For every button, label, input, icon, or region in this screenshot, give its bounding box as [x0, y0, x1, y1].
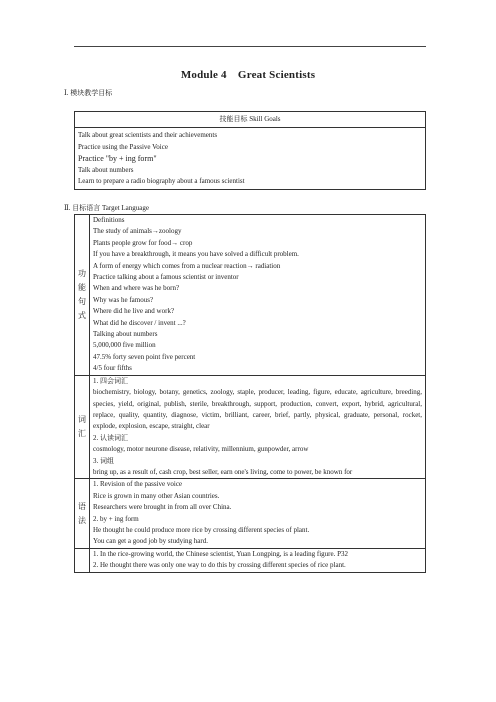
grammar-line: Rice is grown in many other Asian countries.	[93, 491, 220, 500]
goal-item: Practice using the Passive Voice	[78, 142, 168, 151]
functions-label: 功 能 句 式	[75, 215, 90, 376]
function-line: What did he discover / invent ...?	[93, 318, 186, 327]
page-title: Module 4 Great Scientists	[180, 69, 316, 81]
grammar-cell	[90, 479, 426, 548]
function-line: 5,000,000 five million	[93, 341, 156, 350]
vocabulary-label: 词 汇	[75, 375, 90, 479]
sentence-line: 1. In the rice-growing world, the Chinese scientist, Yuan Longping, is a leading figure. P32	[93, 549, 348, 558]
goal-item: Practice "by + ing form"	[78, 154, 157, 164]
grammar-line: You can get a good job by studying hard.	[93, 537, 208, 546]
vocabulary-cell	[90, 375, 426, 479]
function-line: A form of energy which comes from a nuclear reaction→ radiation	[93, 261, 281, 270]
function-line: Where did he live and work?	[93, 307, 175, 316]
function-line: When and where was he born?	[93, 284, 180, 293]
key-sentences-label	[75, 548, 90, 572]
vocab-heading-2: 2. 认读词汇	[93, 433, 128, 442]
function-line: Practice talking about a famous scientist or inventor	[93, 273, 239, 282]
function-line: Definitions	[93, 216, 125, 224]
functions-row	[75, 215, 426, 376]
function-line: 4/5 four fifths	[93, 364, 132, 373]
goal-item: Talk about numbers	[78, 165, 134, 174]
function-line: Talking about numbers	[93, 330, 158, 339]
vocabulary-row	[75, 375, 426, 479]
goal-item: Learn to prepare a radio biography about a famous scientist	[78, 177, 245, 186]
section-heading-teaching-goals: Ⅰ. 模块教学目标	[64, 89, 113, 97]
function-line: If you have a breakthrough, it means you have solved a difficult problem.	[93, 250, 299, 259]
vocab-words-3: bring up, as a result of, cash crop, best seller, earn one's living, come to power, be known for	[93, 467, 353, 476]
sentence-line: 2. He thought there was only one way to do this by crossing different species of rice plant.	[93, 561, 346, 570]
grammar-line: Researchers were brought in from all over China.	[93, 503, 232, 512]
function-line: Why was he famous?	[93, 295, 154, 304]
functions-cell	[90, 215, 426, 376]
vocab-heading-1: 1. 四会词汇	[93, 376, 128, 385]
function-line: Plants people grow for food→ crop	[93, 238, 193, 247]
key-sentences-cell	[90, 548, 426, 572]
goal-item: Talk about great scientists and their achievements	[78, 131, 218, 140]
target-language-table	[74, 214, 426, 573]
grammar-line: 2. by + ing form	[93, 514, 139, 523]
section-heading-target-language: Ⅱ. 目标语言 Target Language	[64, 204, 150, 212]
grammar-line: He thought he could produce more rice by crossing different species of plant.	[93, 525, 310, 534]
skill-goals-table	[74, 111, 426, 190]
grammar-line: 1. Revision of the passive voice	[93, 480, 183, 489]
skill-goals-cell	[75, 128, 426, 190]
function-line: The study of animals→zoology	[93, 227, 182, 236]
grammar-label: 语 法	[75, 479, 90, 548]
skill-goals-header: 技能目标 Skill Goals	[75, 112, 426, 128]
key-sentences-row	[75, 548, 426, 572]
grammar-row	[75, 479, 426, 548]
vocab-words-2: cosmology, motor neurone disease, relativity, millennium, gunpowder, arrow	[93, 445, 309, 454]
vocab-words-1: biochemistry, biology, botany, genetics, zoology, staple, producer, leading, figure, educate, agriculture, breeding, species, yield, original, publish, sterile, breakthrough, support, production, convert, export, hybrid, agricultural, replace, quality, quantity, diagnose, victim, brilliant, career, brief, partly, physical, graduate, personal, rocket, explode, explosion, escape, straight, clear	[93, 388, 422, 431]
header-rule	[74, 46, 426, 47]
vocab-heading-3: 3. 词组	[93, 456, 114, 465]
function-line: 47.5% forty seven point five percent	[93, 352, 196, 361]
